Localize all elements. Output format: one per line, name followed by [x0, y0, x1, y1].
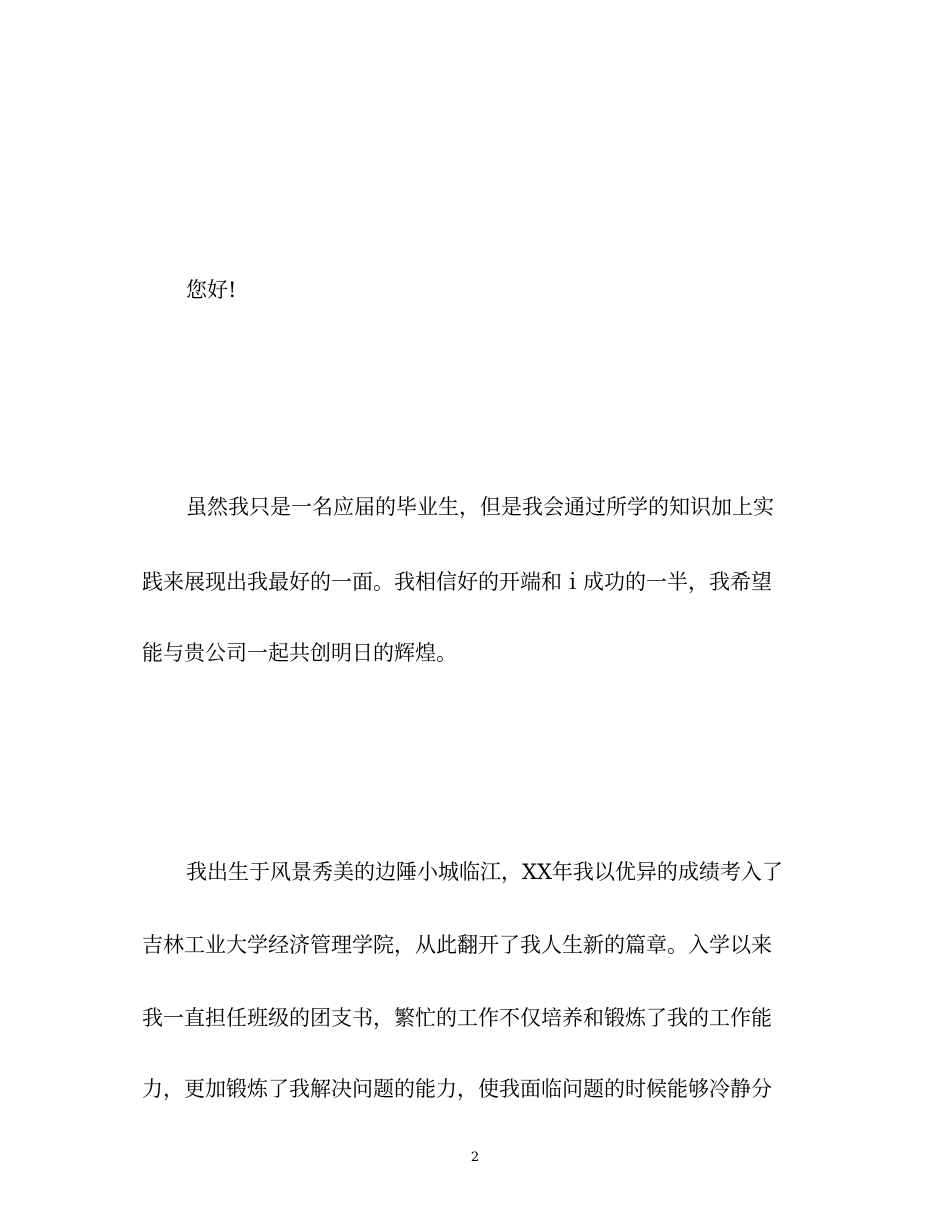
paragraph-line: 我出生于风景秀美的边陲小城临江，XX年我以优异的成绩考入了: [186, 860, 783, 884]
paragraph-line: 我一直担任班级的团支书，繁忙的工作不仅培养和锻炼了我的工作能: [142, 1006, 772, 1030]
page-number: 2: [470, 1150, 480, 1165]
paragraph-line: 能与贵公司一起共创明日的辉煌。: [142, 641, 457, 665]
paragraph-line: 吉林工业大学经济管理学院，从此翻开了我人生新的篇章。入学以来: [142, 933, 772, 957]
paragraph-line: 力，更加锻炼了我解决问题的能力，使我面临问题的时候能够冷静分: [142, 1077, 772, 1101]
greeting-line: 您好!: [186, 278, 237, 302]
paragraph-line: 践来展现出我最好的一面。我相信好的开端和ｉ成功的一半，我希望: [142, 570, 772, 594]
paragraph-line: 虽然我只是一名应届的毕业生，但是我会通过所学的知识加上实: [186, 495, 774, 519]
